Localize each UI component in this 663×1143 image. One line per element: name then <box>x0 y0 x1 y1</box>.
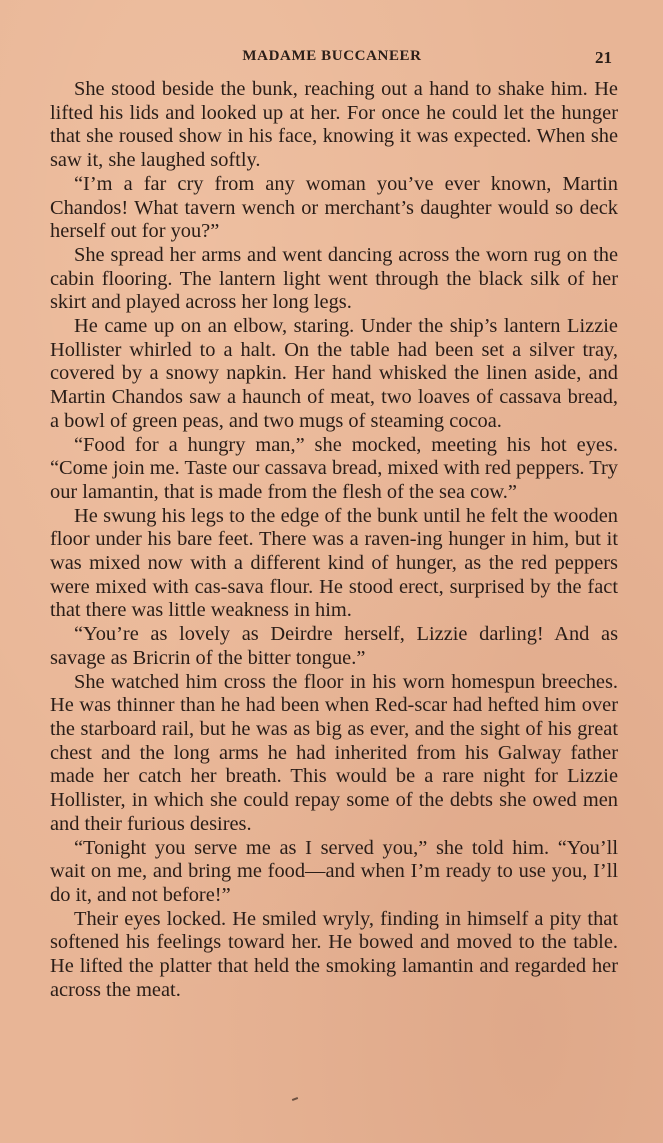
paragraph: Their eyes locked. He smiled wryly, finding in himself a pity that softened his feelings toward her. He bowed and moved to the table. He lifted the platter that held the smoking lamantin and regarded her across the meat. <box>50 907 618 1001</box>
paragraph: “I’m a far cry from any woman you’ve ever known, Martin Chandos! What tavern wench or merchant’s daughter would so deck herself out for you?” <box>50 172 618 243</box>
book-title: MADAME BUCCANEER <box>242 48 422 64</box>
ink-speck <box>292 1097 298 1101</box>
paragraph: He came up on an elbow, staring. Under the ship’s lantern Lizzie Hollister whirled to a halt. On the table had been set a silver tray, covered by a snowy napkin. Her hand whisked the linen aside, and Martin Chandos saw a haunch of meat, two loaves of cassava bread, a bowl of green peas, and two mugs of steaming cocoa. <box>50 315 618 432</box>
paragraph: He swung his legs to the edge of the bunk until he felt the wooden floor under his bare feet. There was a raven-ing hunger in him, but it was mixed now with a different kind of hunger, as the red peppers were mixed with cas-sava flour. He stood erect, surprised by the fact that there was little weakness in him. <box>50 504 618 622</box>
page-number: 21 <box>595 48 612 67</box>
paragraph: She watched him cross the floor in his worn homespun breeches. He was thinner than he had been when Red-scar had hefted him over the starboard rail, but he was as big as ever, and the sight of his great chest and the long arms he had inherited from his Galway father made her catch her breath. This would be a rare night for Lizzie Hollister, in which she could repay some of the debts she owed men and their furious desires. <box>50 670 618 835</box>
paragraph: She stood beside the bunk, reaching out a hand to shake him. He lifted his lids and looked up at her. For once he could let the hunger that she roused show in his face, knowing it was expected. When she saw it, she laughed softly. <box>50 78 618 172</box>
running-head <box>52 48 612 70</box>
paragraph: “You’re as lovely as Deirdre herself, Lizzie darling! And as savage as Bricrin of the bitter tongue.” <box>50 623 618 669</box>
paragraph: She spread her arms and went dancing across the worn rug on the cabin flooring. The lantern light went through the black silk of her skirt and played across her long legs. <box>50 243 618 314</box>
paragraph: “Tonight you serve me as I served you,” she told him. “You’ll wait on me, and bring me food—and when I’m ready to use you, I’ll do it, and not before!” <box>50 836 618 906</box>
paragraph: “Food for a hungry man,” she mocked, meeting his hot eyes. “Come join me. Taste our cassava bread, mixed with red peppers. Try our lamantin, that is made from the flesh of the sea cow.” <box>50 433 618 503</box>
body-text <box>50 78 618 1002</box>
